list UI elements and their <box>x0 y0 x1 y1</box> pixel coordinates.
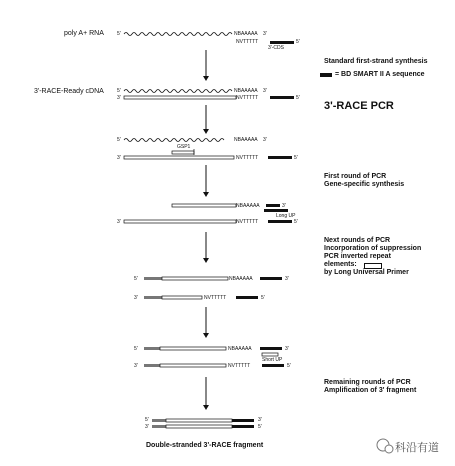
seq-5prime-6: 5' <box>134 346 138 352</box>
seq-nbaaaaa-6: NBAAAAA <box>228 346 252 352</box>
arrowhead-icon <box>203 405 209 410</box>
legend-text: = BD SMART II A sequence <box>335 71 425 78</box>
seq-nbaaaaa-5: NBAAAAA <box>229 276 253 282</box>
smart-tag-4a <box>266 204 280 207</box>
strand-6b <box>160 364 226 367</box>
rna-strand-2 <box>124 90 232 93</box>
rna-strand-1 <box>124 33 232 36</box>
seq-3prime-1: 3' <box>263 31 267 37</box>
arrowhead-icon <box>203 333 209 338</box>
next-rounds-sub4: by Long Universal Primer <box>324 269 409 276</box>
seq-3prime-3: 3' <box>263 137 267 143</box>
seq-nvttttt-1: NVTTTTT <box>236 39 259 45</box>
seq-3prime-6b: 3' <box>134 363 138 369</box>
final-strand-b-gray <box>152 425 166 428</box>
arrowhead-icon <box>203 258 209 263</box>
long-up-label: Long UP <box>276 213 296 219</box>
race-pcr-title: 3'-RACE PCR <box>324 100 394 112</box>
seq-5prime-5: 5' <box>134 276 138 282</box>
seq-5prime-4: 5' <box>294 219 298 225</box>
short-up-label: Short UP <box>262 357 283 363</box>
seq-3prime-2: 3' <box>263 88 267 94</box>
seq-5prime-6b: 5' <box>287 363 291 369</box>
cdna-strand-2 <box>124 96 236 99</box>
gsp1-primer <box>172 151 194 154</box>
seq-5prime-2: 5' <box>117 88 121 94</box>
seq-nvttttt-5: NVTTTTT <box>204 295 227 301</box>
strand-5a-gray <box>144 277 162 280</box>
seq-nvttttt-6: NVTTTTT <box>228 363 251 369</box>
seq-5prime-7b: 5' <box>258 424 262 430</box>
smart-tag-5b <box>236 296 258 299</box>
final-strand-a-gray <box>152 419 166 422</box>
strand-5b-gray <box>144 296 162 299</box>
first-round-title: First round of PCR <box>324 173 387 180</box>
seq-3prime-5: 3' <box>285 276 289 282</box>
remaining-sub: Amplification of 3' fragment <box>324 387 417 394</box>
seq-3prime-4: 3' <box>282 203 286 209</box>
smart-tag-3 <box>268 156 292 159</box>
seq-3prime-4b: 3' <box>117 219 121 225</box>
smart-tag-2 <box>270 96 294 99</box>
wechat-icon-inner <box>385 445 393 453</box>
gsp1-label: GSP1 <box>177 144 191 150</box>
long-up-primer <box>264 209 288 212</box>
smart-tag-5a <box>260 277 282 280</box>
seq-nbaaaaa-3: NBAAAAA <box>234 137 258 143</box>
final-tag-b <box>232 425 254 428</box>
seq-nvttttt-3: NVTTTTT <box>236 155 259 161</box>
legend-bar <box>320 73 332 77</box>
seq-5prime-3: 5' <box>117 137 121 143</box>
seq-nbaaaaa-4: NBAAAAA <box>236 203 260 209</box>
first-round-sub: Gene-specific synthesis <box>324 181 405 188</box>
next-rounds-sub3: elements: <box>324 261 357 268</box>
rna-strand-3 <box>124 139 224 142</box>
label-final-product: Double-stranded 3'-RACE fragment <box>146 442 264 449</box>
seq-3prime-3b: 3' <box>117 155 121 161</box>
seq-5prime-5b: 5' <box>261 295 265 301</box>
seq-nbaaaaa-1: NBAAAAA <box>234 31 258 37</box>
final-tag-a <box>232 419 254 422</box>
strand-5b <box>162 296 202 299</box>
short-up-primer <box>262 353 278 356</box>
cds-primer-label: 3'-CDS <box>268 45 284 51</box>
smart-tag-6a <box>260 347 282 350</box>
seq-5prime-1b: 5' <box>296 39 300 45</box>
next-rounds-sub2: PCR inverted repeat <box>324 253 391 260</box>
seq-3prime-6: 3' <box>285 346 289 352</box>
watermark: 科沿有道 <box>395 442 439 454</box>
strand-6a-gray <box>144 347 160 350</box>
seq-nvttttt-4: NVTTTTT <box>236 219 259 225</box>
cdna-strand-3 <box>124 156 234 159</box>
final-strand-a <box>166 419 232 422</box>
seq-nbaaaaa-2: NBAAAAA <box>234 88 258 94</box>
arrowhead-icon <box>203 129 209 134</box>
label-polyA-rna: poly A+ RNA <box>64 30 104 37</box>
arrowhead-icon <box>203 192 209 197</box>
cdna-strand-4 <box>124 220 236 223</box>
seq-5prime-3b: 5' <box>294 155 298 161</box>
smart-tag-6b <box>262 364 284 367</box>
next-rounds-sub1: Incorporation of suppression <box>324 245 422 252</box>
seq-5prime-7: 5' <box>145 417 149 423</box>
seq-3prime-7b: 3' <box>145 424 149 430</box>
strand-5a <box>162 277 228 280</box>
synth-strand-4 <box>172 204 236 207</box>
seq-5prime-1: 5' <box>117 31 121 37</box>
seq-3prime-7: 3' <box>258 417 262 423</box>
strand-6a <box>160 347 226 350</box>
step-standard: Standard first-strand synthesis <box>324 58 428 65</box>
next-rounds-title: Next rounds of PCR <box>324 237 391 244</box>
strand-6b-gray <box>144 364 160 367</box>
arrowhead-icon <box>203 76 209 81</box>
label-race-ready: 3'-RACE-Ready cDNA <box>34 88 104 95</box>
final-strand-b <box>166 425 232 428</box>
remaining-title: Remaining rounds of PCR <box>324 379 411 386</box>
smart-tag-1 <box>270 41 294 44</box>
seq-3prime-2b: 3' <box>117 95 121 101</box>
seq-nvttttt-2: NVTTTTT <box>236 95 259 101</box>
smart-tag-4b <box>268 220 292 223</box>
seq-5prime-2b: 5' <box>296 95 300 101</box>
seq-3prime-5b: 3' <box>134 295 138 301</box>
